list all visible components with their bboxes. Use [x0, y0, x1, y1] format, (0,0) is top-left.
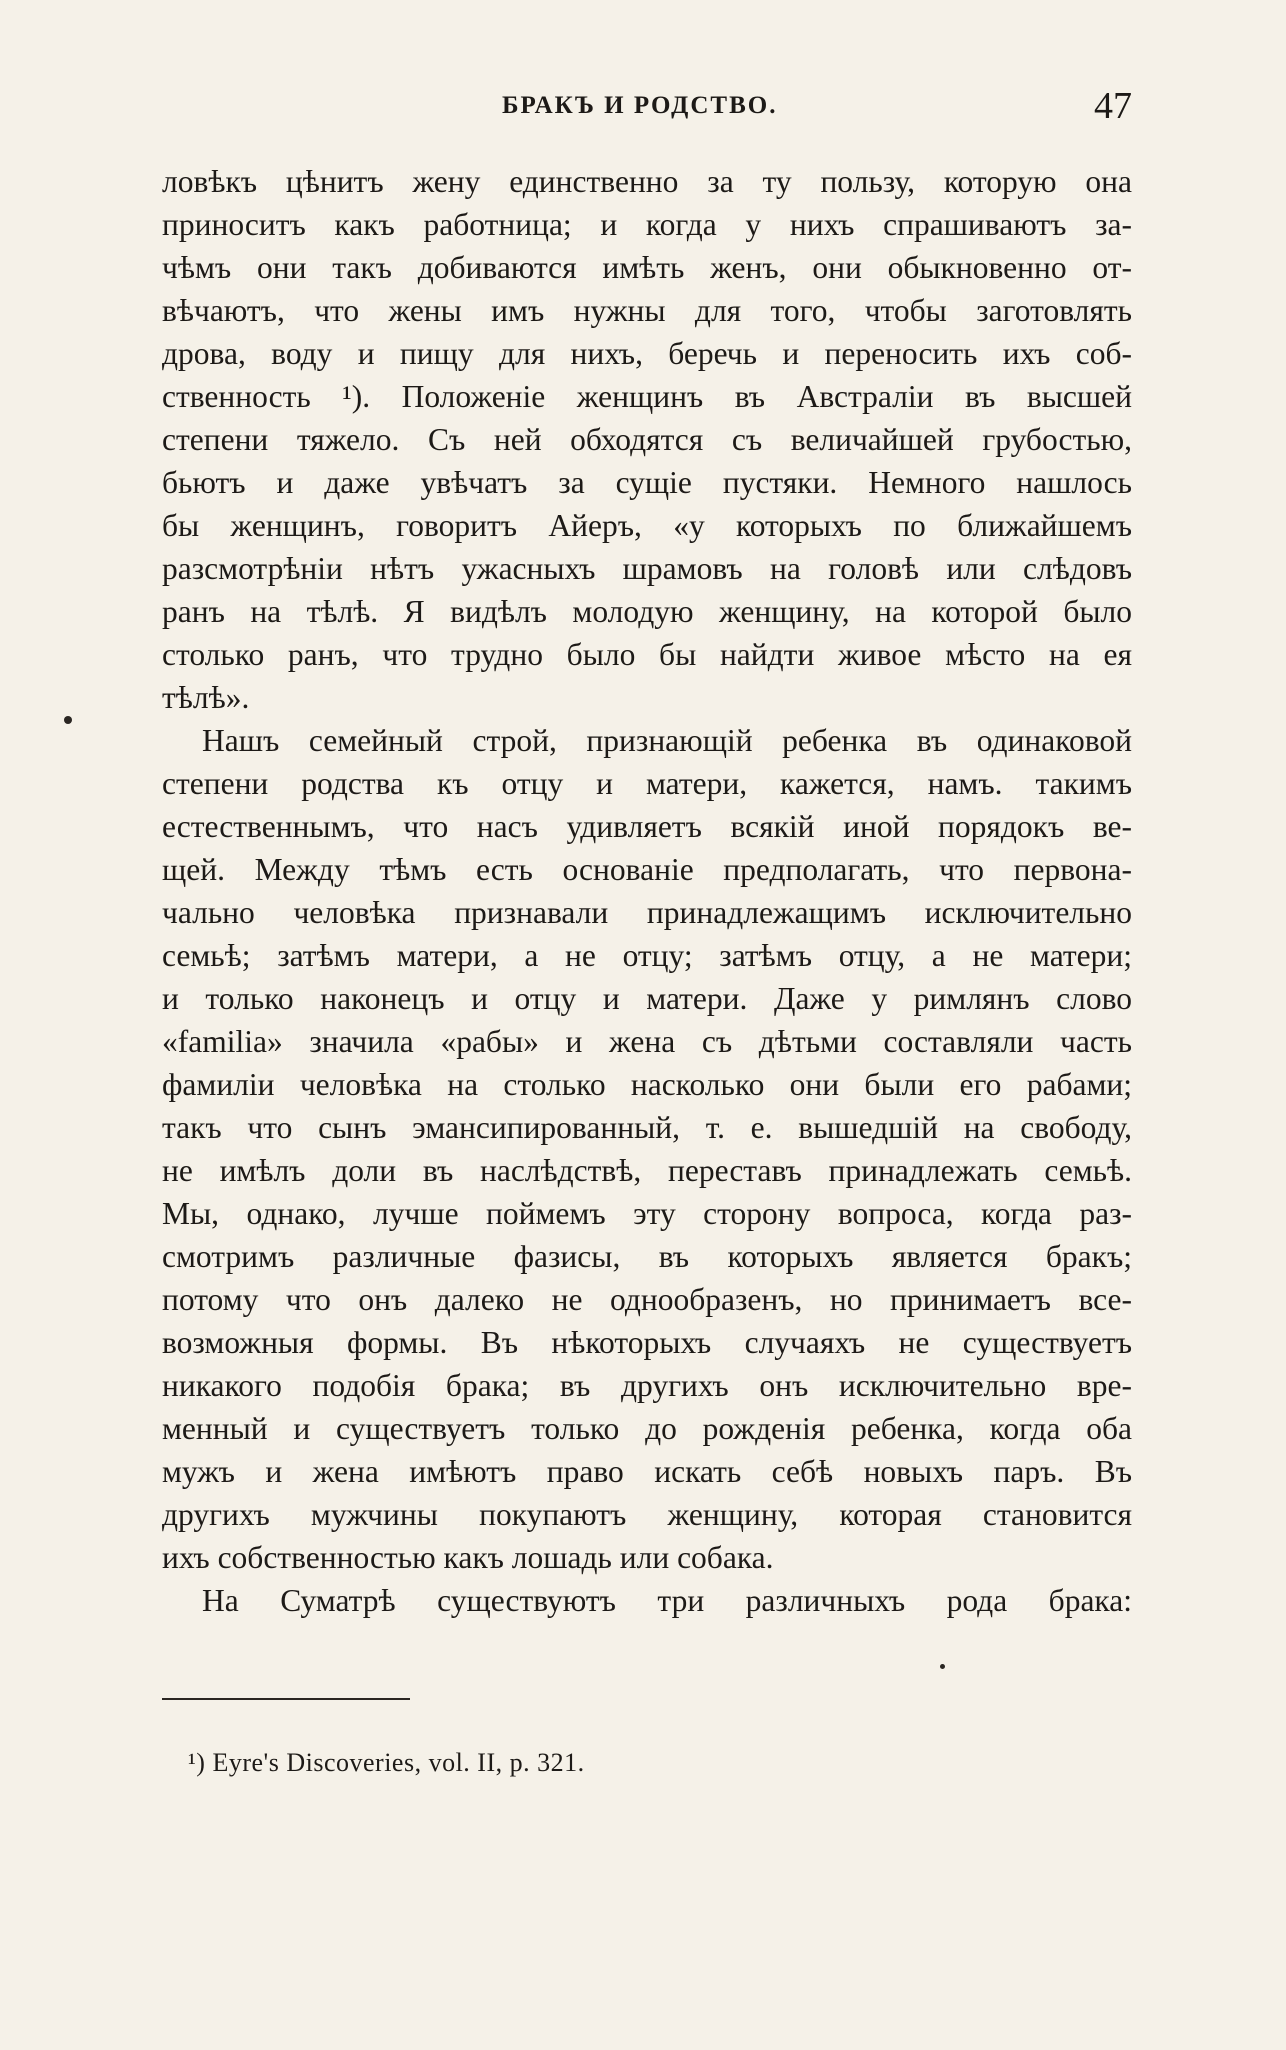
text-line: ихъ собственностью какъ лошадь или собака.: [162, 1540, 774, 1575]
text-line: щей. Между тѣмъ есть основаніе предполагать, что первона-: [162, 852, 1132, 887]
text-line: ранъ на тѣлѣ. Я видѣлъ молодую женщину, на которой было: [162, 594, 1132, 629]
ink-speck: [64, 716, 72, 724]
paragraph-first-line: На Суматрѣ существуютъ три различныхъ рода брака:: [202, 1583, 1132, 1618]
text-line: бьютъ и даже увѣчатъ за сущіе пустяки. Немного нашлось: [162, 465, 1132, 500]
text-line: приноситъ какъ работница; и когда у нихъ спрашиваютъ за-: [162, 207, 1132, 242]
running-title: БРАКЪ И РОДСТВО.: [502, 92, 778, 119]
text-line: ловѣкъ цѣнитъ жену единственно за ту пользу, которую она: [162, 164, 1132, 199]
text-line: другихъ мужчины покупаютъ женщину, которая становится: [162, 1497, 1132, 1532]
paragraph-first-line: Нашъ семейный строй, признающій ребенка въ одинаковой: [202, 723, 1132, 758]
text-line: чально человѣка признавали принадлежащимъ исключительно: [162, 895, 1132, 930]
text-line: разсмотрѣніи нѣтъ ужасныхъ шрамовъ на головѣ или слѣдовъ: [162, 551, 1132, 586]
text-line: и только наконецъ и отцу и матери. Даже у римлянъ слово: [162, 981, 1132, 1016]
footnote-rule: [162, 1698, 410, 1700]
text-line: менный и существуетъ только до рожденія ребенка, когда оба: [162, 1411, 1132, 1446]
body-text: [162, 160, 1132, 1622]
text-line: никакого подобія брака; въ другихъ онъ исключительно вре-: [162, 1368, 1132, 1403]
text-line: такъ что сынъ эмансипированный, т. е. вышедшій на свободу,: [162, 1110, 1132, 1145]
text-line: степени родства къ отцу и матери, кажется, намъ. такимъ: [162, 766, 1132, 801]
text-line: мужъ и жена имѣютъ право искать себѣ новыхъ паръ. Въ: [162, 1454, 1132, 1489]
ink-speck: [940, 1664, 945, 1669]
text-line: дрова, воду и пищу для нихъ, беречь и переносить ихъ соб-: [162, 336, 1132, 371]
text-line: семьѣ; затѣмъ матери, а не отцу; затѣмъ отцу, а не матери;: [162, 938, 1132, 973]
text-line: естественнымъ, что насъ удивляетъ всякій иной порядокъ ве-: [162, 809, 1132, 844]
text-line: смотримъ различные фазисы, въ которыхъ является бракъ;: [162, 1239, 1132, 1274]
text-line: степени тяжело. Съ ней обходятся съ величайшей грубостью,: [162, 422, 1132, 457]
text-line: вѣчаютъ, что жены имъ нужны для того, чтобы заготовлять: [162, 293, 1132, 328]
text-line: столько ранъ, что трудно было бы найдти живое мѣсто на ея: [162, 637, 1132, 672]
text-line: фамиліи человѣка на столько насколько они были его рабами;: [162, 1067, 1132, 1102]
text-line: тѣлѣ».: [162, 680, 250, 715]
page-header: [162, 84, 1132, 128]
footnote: ¹) Eyre's Discoveries, vol. II, p. 321.: [188, 1748, 585, 1777]
text-line: чѣмъ они такъ добиваются имѣть женъ, они обыкновенно от-: [162, 250, 1132, 285]
text-line: не имѣлъ доли въ наслѣдствѣ, переставъ принадлежать семьѣ.: [162, 1153, 1132, 1188]
text-line: «familia» значила «рабы» и жена съ дѣтьми составляли часть: [162, 1024, 1132, 1059]
page-number: 47: [1094, 85, 1132, 127]
text-line: Мы, однако, лучше поймемъ эту сторону вопроса, когда раз-: [162, 1196, 1132, 1231]
text-line: ственность ¹). Положеніе женщинъ въ Австраліи въ высшей: [162, 379, 1132, 414]
text-line: возможныя формы. Въ нѣкоторыхъ случаяхъ не существуетъ: [162, 1325, 1132, 1360]
text-line: потому что онъ далеко не однообразенъ, но принимаетъ все-: [162, 1282, 1132, 1317]
text-line: бы женщинъ, говоритъ Айеръ, «у которыхъ по ближайшемъ: [162, 508, 1132, 543]
